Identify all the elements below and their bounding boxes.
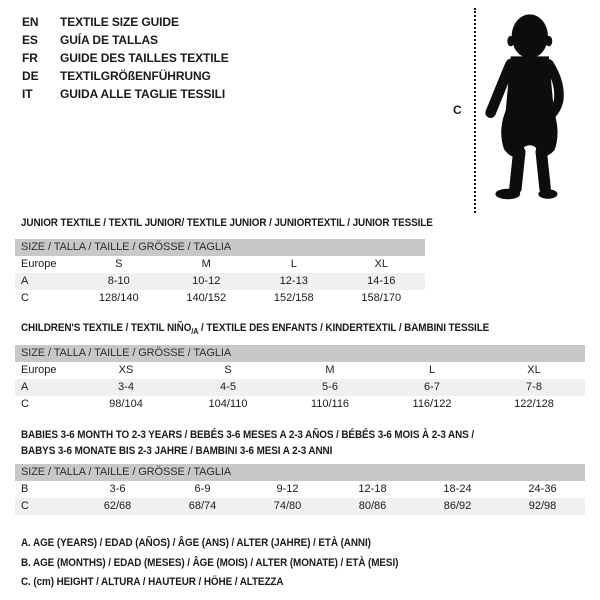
babies-title-line2: BABYS 3-6 MONATE BIS 2-3 JAHRE / BAMBINI 3-6 MESI A 2-3 ANNI [21,445,333,457]
size-cell: M [325,364,335,376]
value-cell: 128/140 [98,292,139,304]
language-code: ES [22,33,38,47]
size-cell: L [290,258,297,270]
babies-size-table [15,464,585,515]
language-code: DE [22,69,39,83]
row-label: A [21,381,29,393]
size-header-bar: SIZE / TALLA / TAILLE / GRÖSSE / TAGLIA [15,464,585,481]
value-cell: 92/98 [528,500,557,512]
title-part: / TEXTILE DES ENFANTS / KINDERTEXTIL / BAMBINI TESSILE [198,322,490,334]
value-cell: 80/86 [358,500,387,512]
value-cell: 122/128 [514,398,554,410]
language-row-fr [22,49,229,67]
language-row-de [22,67,229,85]
value-cell: 116/122 [412,398,452,410]
table-row-age [15,273,425,290]
size-cell: XL [527,364,541,376]
value-cell: 18-24 [443,483,472,495]
value-cell: 10-12 [192,275,221,287]
value-cell: 62/68 [103,500,132,512]
value-cell: 8-10 [107,275,130,287]
value-cell: 158/170 [361,292,402,304]
value-cell: 12-13 [279,275,308,287]
language-row-it [22,85,229,103]
language-code: IT [22,87,33,101]
value-cell: 86/92 [443,500,472,512]
value-cell: 14-16 [367,275,396,287]
row-label: C [21,292,29,304]
value-cell: 98/104 [109,398,143,410]
size-cell: M [201,258,211,270]
size-cell: S [115,258,123,270]
language-title: GUIDA ALLE TAGLIE TESSILI [60,87,226,101]
value-cell: 5-6 [322,381,338,393]
size-cell: L [428,364,436,376]
legend [21,534,398,593]
junior-size-table [15,239,425,307]
title-subscript: /A [191,327,199,337]
title-part: CHILDREN'S TEXTILE / TEXTIL NIÑO [21,322,192,334]
language-title: GUIDE DES TAILLES TEXTILE [60,51,229,65]
value-cell: 110/116 [310,398,350,410]
language-code: EN [22,15,39,29]
table-row-months [15,481,585,498]
row-label: C [21,398,29,410]
table-row-europe [15,256,425,273]
children-table-title [21,322,489,336]
value-cell: 9-12 [276,483,299,495]
table-row-age [15,379,585,396]
language-code: FR [22,51,38,65]
table-row-europe [15,362,585,379]
language-title: TEXTILGRÖßENFÜHRUNG [60,69,211,83]
babies-table-title [21,427,474,459]
height-measure-dotted-line [474,8,476,213]
row-label: B [21,483,29,495]
value-cell: 12-18 [358,483,387,495]
size-header-bar: SIZE / TALLA / TAILLE / GRÖSSE / TAGLIA [15,345,585,362]
junior-table-title: JUNIOR TEXTILE / TEXTIL JUNIOR/ TEXTILE JUNIOR / JUNIORTEXTIL / JUNIOR TESSILE [21,217,433,229]
size-header-bar: SIZE / TALLA / TAILLE / GRÖSSE / TAGLIA [15,239,425,256]
row-label: Europe [21,364,57,376]
value-cell: 68/74 [188,500,217,512]
value-cell: 7-8 [526,381,542,393]
table-row-height [15,290,425,307]
legend-age-years: A. AGE (YEARS) / EDAD (AÑOS) / ÂGE (ANS) / ALTER (JAHRE) / ETÀ (ANNI) [21,537,371,549]
height-c-label: C [453,103,462,117]
language-row-es [22,31,229,49]
value-cell: 104/110 [208,398,248,410]
size-cell: S [224,364,232,376]
row-label: A [21,275,29,287]
legend-age-months: B. AGE (MONTHS) / EDAD (MESES) / ÂGE (MOIS) / ALTER (MONATE) / ETÀ (MESI) [21,556,399,569]
value-cell: 6-7 [424,381,440,393]
value-cell: 3-6 [109,483,126,495]
value-cell: 74/80 [273,500,302,512]
language-title: GUÍA DE TALLAS [60,33,158,47]
row-label: Europe [21,258,57,270]
legend-height: C. (cm) HEIGHT / ALTURA / HAUTEUR / HÖHE / ALTEZZA [21,576,284,588]
table-row-height [15,498,585,515]
value-cell: 4-5 [220,381,236,393]
table-row-height [15,396,585,413]
baby-silhouette-icon [482,10,568,206]
value-cell: 6-9 [194,483,211,495]
value-cell: 24-36 [528,483,557,495]
babies-title-line1: BABIES 3-6 MONTH TO 2-3 YEARS / BEBÉS 3-6 MESES A 2-3 AÑOS / BÉBÉS 3-6 MOIS À 2-3 ANS / [21,429,474,441]
size-cell: XL [374,258,388,270]
value-cell: 152/158 [273,292,314,304]
row-label: C [21,500,29,512]
value-cell: 3-4 [118,381,134,393]
language-row-en [22,13,229,31]
language-title: TEXTILE SIZE GUIDE [60,15,179,29]
children-size-table [15,345,585,413]
language-list [22,13,229,103]
size-cell: XS [118,364,134,376]
value-cell: 140/152 [186,292,227,304]
